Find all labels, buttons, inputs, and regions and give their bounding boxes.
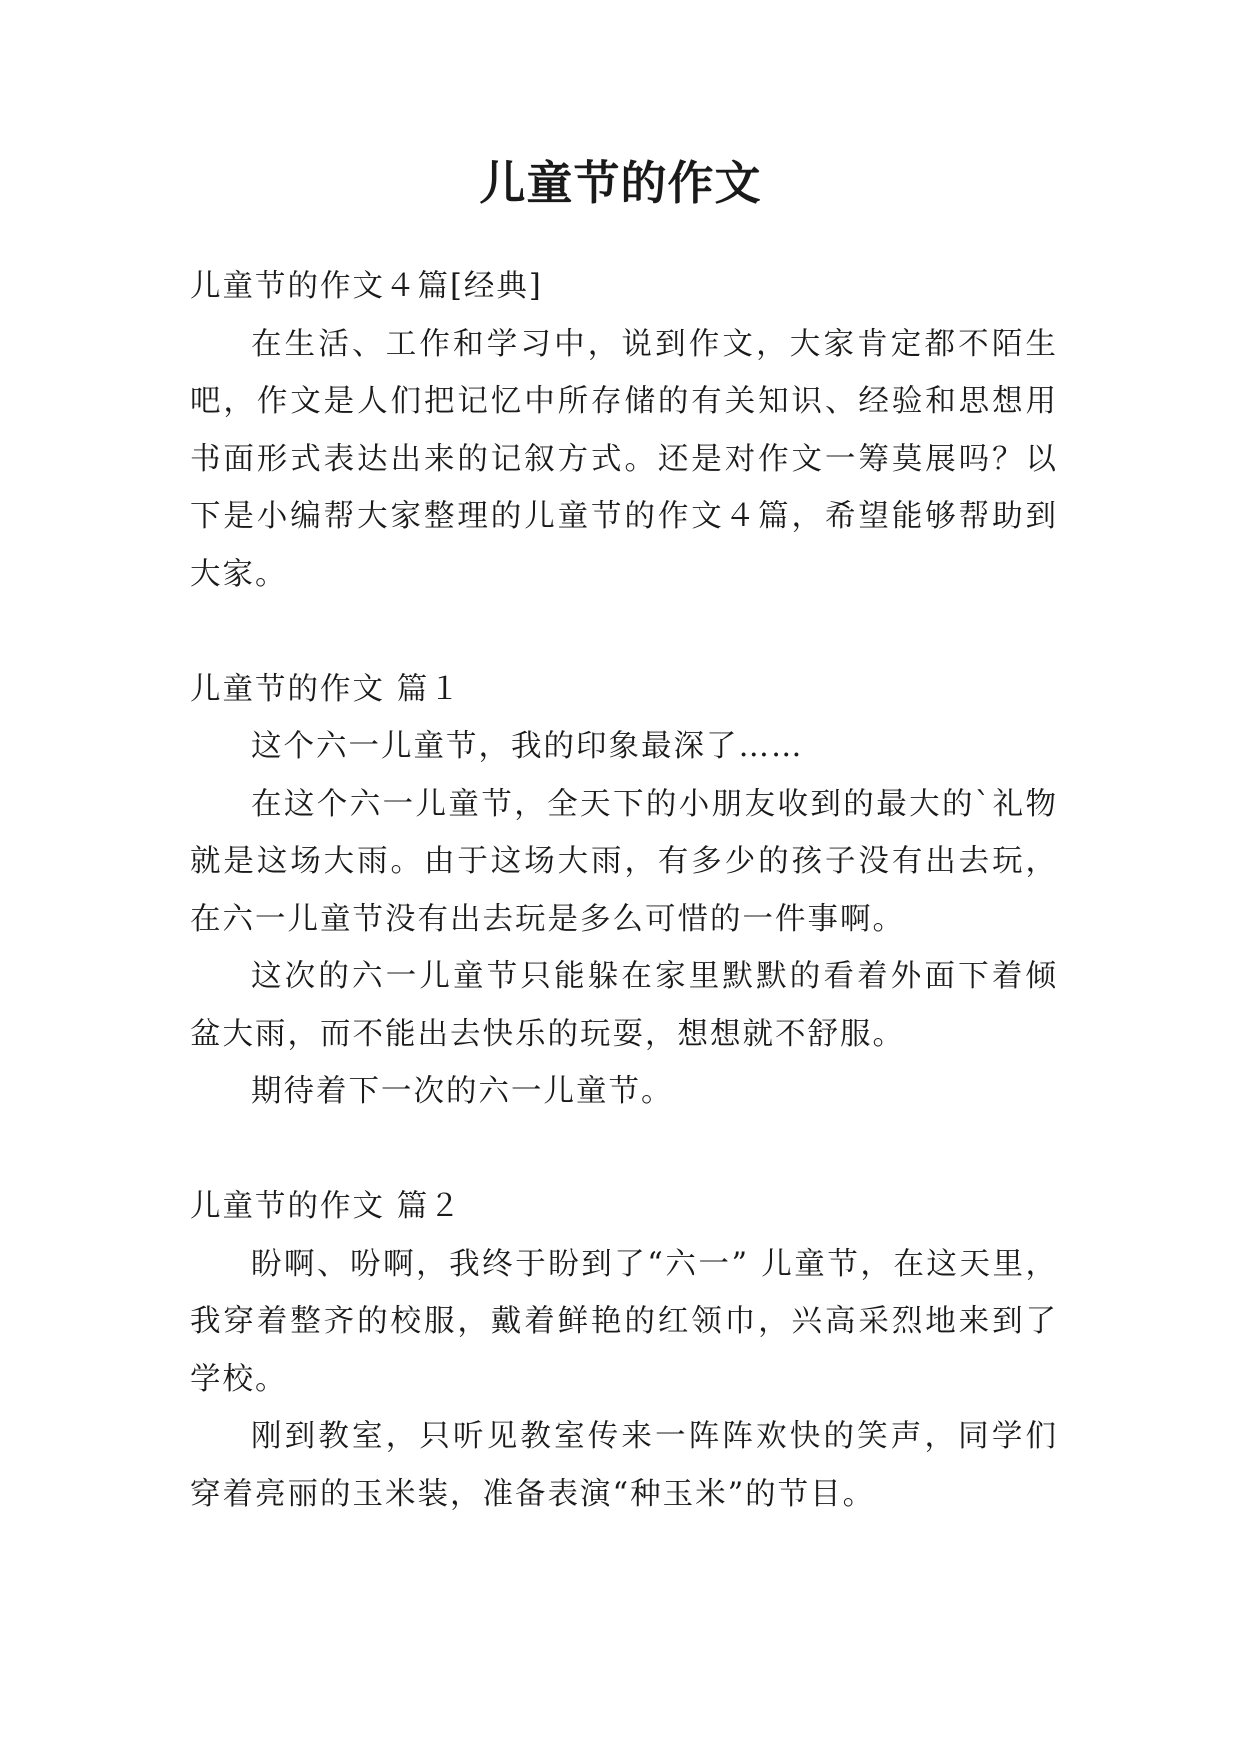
essay-1-heading: 儿童节的作文 篇１ (190, 671, 462, 707)
intro-paragraph: 在生活、工作和学习中，说到作文，大家肯定都不陌生吧，作文是人们把记忆中所存储的有关知识、经验和思想用书面形式表达出来的记叙方式。还是对作文一筹莫展吗？以下是小编帮大家整理的儿童节的作文４篇，希望能够帮助到大家。 (190, 326, 1058, 592)
essay-2-paragraph-2: 刚到教室，只听见教室传来一阵阵欢快的笑声，同学们穿着亮丽的玉米装，准备表演“种玉米”的节目。 (190, 1419, 1058, 1512)
essay-2-heading: 儿童节的作文 篇２ (190, 1189, 462, 1224)
document-title: 儿童节的作文 (479, 156, 762, 210)
essay-1-paragraph-4: 期待着下一次的六一儿童节。 (251, 1074, 674, 1109)
essay-2-paragraph-1: 盼啊、吩啊，我终于盼到了“六一” 儿童节，在这天里，我穿着整齐的校服，戴着鲜艳的红领巾，兴高采烈地来到了学校。 (190, 1246, 1058, 1397)
essay-1-paragraph-1: 这个六一儿童节，我的印象最深了…… (251, 729, 804, 764)
document-body (190, 258, 1058, 1523)
intro-heading: 儿童节的作文４篇[经典] (190, 269, 543, 304)
essay-1-paragraph-3: 这次的六一儿童节只能躲在家里默默的看着外面下着倾盆大雨，而不能出去快乐的玩耍，想想就不舒服。 (190, 959, 1058, 1052)
essay-1-paragraph-2: 在这个六一儿童节，全天下的小朋友收到的最大的`礼物就是这场大雨。由于这场大雨，有多少的孩子没有出去玩，在六一儿童节没有出去玩是多么可惜的一件事啊。 (190, 786, 1058, 937)
